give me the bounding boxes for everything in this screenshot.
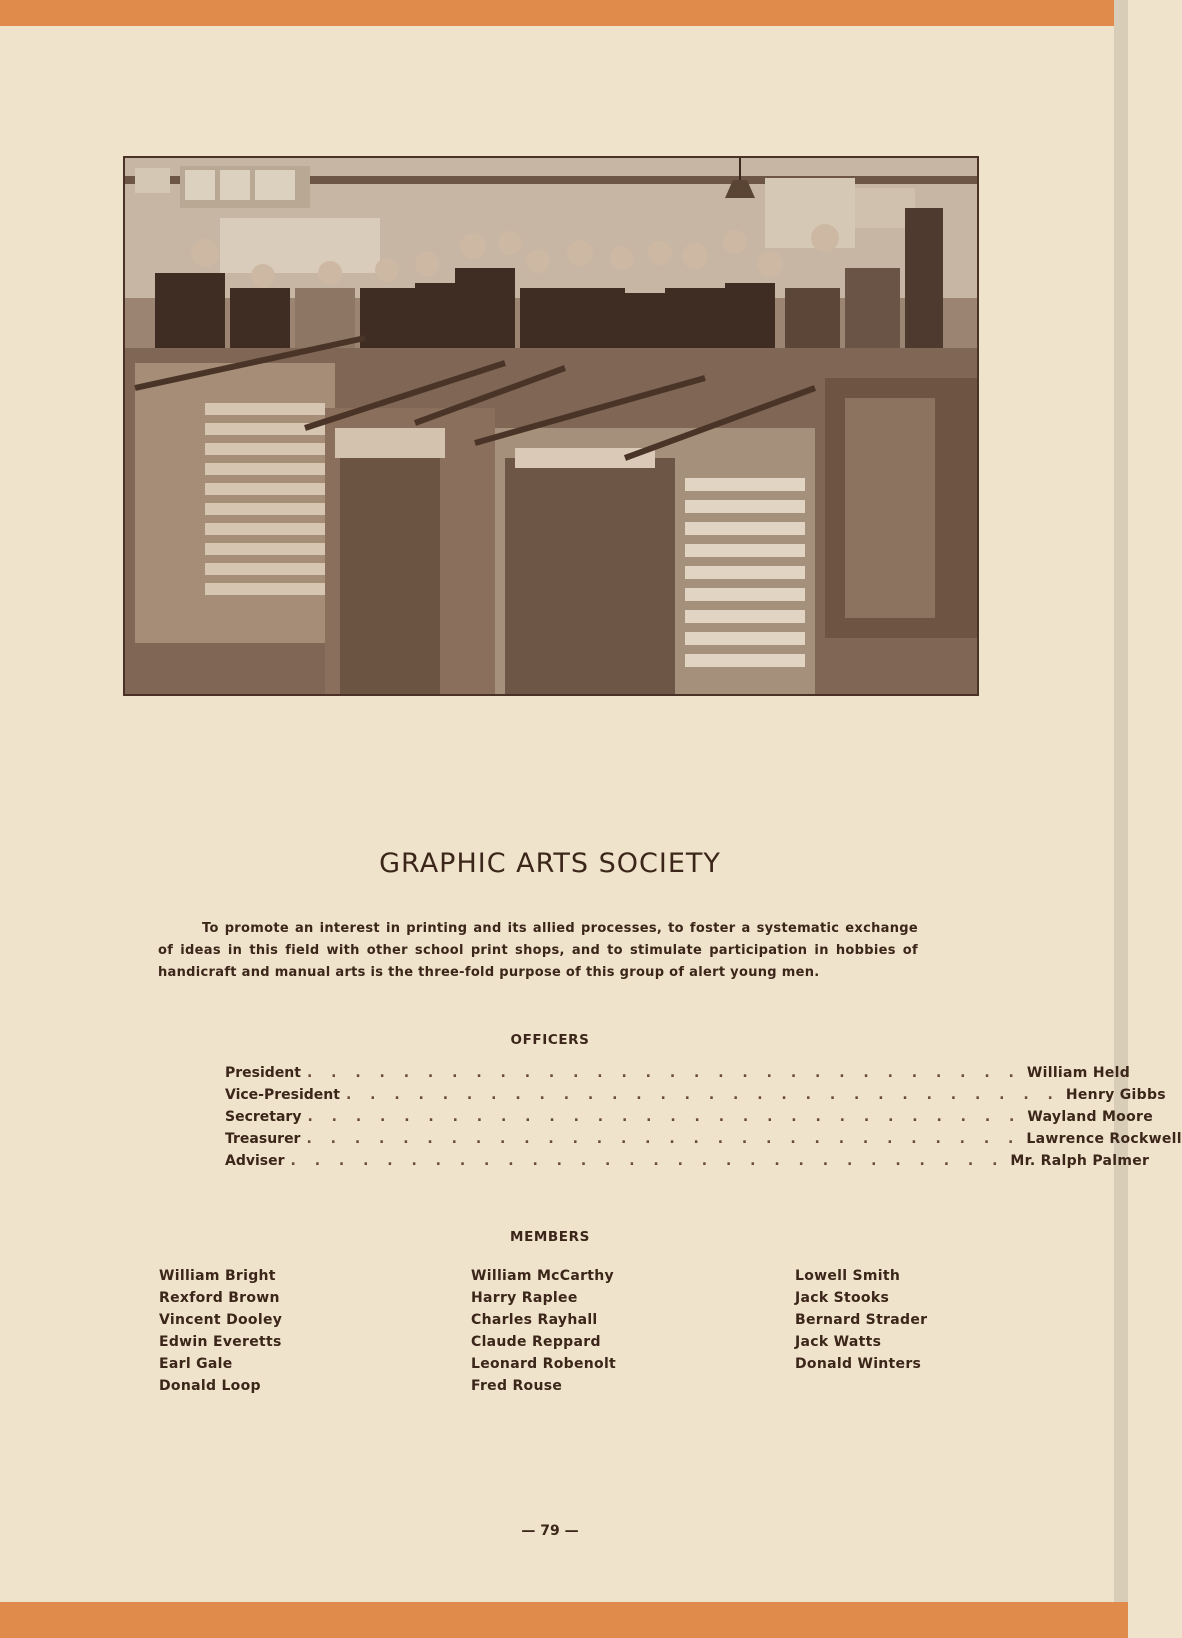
leader-dots: . . . . . . . . . . . . . . . . . . . . . . . . . . . . . .: [345, 1087, 1060, 1103]
top-color-band: [0, 0, 1128, 26]
leader-dots: . . . . . . . . . . . . . . . . . . . . . . . . . . . . . .: [307, 1109, 1022, 1125]
officer-row: [225, 1153, 1150, 1175]
officer-row: [225, 1065, 1131, 1087]
member-name: Bernard Strader: [795, 1312, 928, 1328]
officer-role: President: [225, 1065, 301, 1081]
officer-name: Lawrence Rockwell: [1026, 1131, 1182, 1147]
member-name: Earl Gale: [159, 1356, 233, 1372]
officer-row: [225, 1087, 1166, 1109]
member-name: William Bright: [159, 1268, 276, 1284]
member-name: Rexford Brown: [159, 1290, 280, 1306]
officers-heading: OFFICERS: [510, 1032, 590, 1048]
member-name: Jack Stooks: [795, 1290, 890, 1306]
group-photo: [123, 156, 979, 696]
members-heading: MEMBERS: [510, 1229, 590, 1245]
members-column-3: [795, 1265, 927, 1375]
member-name: Harry Raplee: [471, 1290, 578, 1306]
officer-row: [225, 1131, 1182, 1153]
leader-dots: . . . . . . . . . . . . . . . . . . . . . . . . . . . . . .: [290, 1153, 1005, 1169]
officer-name: Henry Gibbs: [1065, 1087, 1166, 1103]
page-edge: [1114, 0, 1128, 1638]
member-name: William McCarthy: [471, 1268, 614, 1284]
officer-role: Secretary: [225, 1109, 302, 1125]
member-name: Donald Winters: [795, 1356, 922, 1372]
officer-role: Adviser: [225, 1153, 285, 1169]
member-name: Lowell Smith: [795, 1268, 901, 1284]
member-name: Vincent Dooley: [159, 1312, 283, 1328]
members-column-2: [471, 1265, 616, 1397]
officer-name: Wayland Moore: [1027, 1109, 1154, 1125]
member-name: Claude Reppard: [471, 1334, 601, 1350]
page-title: GRAPHIC ARTS SOCIETY: [379, 848, 721, 879]
officer-row: [225, 1109, 1154, 1131]
member-name: Charles Rayhall: [471, 1312, 598, 1328]
leader-dots: . . . . . . . . . . . . . . . . . . . . . . . . . . . . . .: [306, 1065, 1021, 1081]
member-name: Edwin Everetts: [159, 1334, 282, 1350]
bottom-color-band: [0, 1602, 1128, 1638]
member-name: Fred Rouse: [471, 1378, 563, 1394]
officers-list: [225, 1065, 1182, 1175]
officer-name: Mr. Ralph Palmer: [1010, 1153, 1150, 1169]
member-name: Donald Loop: [159, 1378, 261, 1394]
officer-role: Vice-President: [225, 1087, 340, 1103]
member-name: Leonard Robenolt: [471, 1356, 617, 1372]
leader-dots: . . . . . . . . . . . . . . . . . . . . . . . . . . . . . .: [306, 1131, 1021, 1147]
purpose-paragraph: To promote an interest in printing and its allied processes, to foster a systematic exchange of ideas in this field with other school print shops, and to stimulate participation in hobbies of handicraft and manual arts is the three-fold purpose of this group of alert young men.: [158, 921, 918, 980]
member-name: Jack Watts: [795, 1334, 882, 1350]
officer-name: William Held: [1026, 1065, 1131, 1081]
page-number: — 79 —: [521, 1523, 579, 1539]
members-column-1: [159, 1265, 282, 1397]
officer-role: Treasurer: [225, 1131, 301, 1147]
